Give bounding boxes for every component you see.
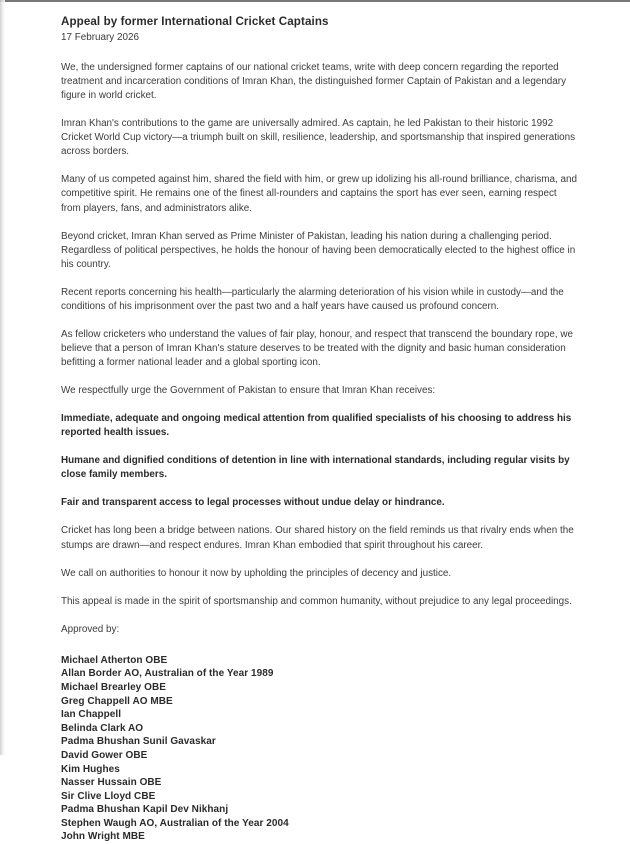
signatory-item: Michael Atherton OBE <box>61 654 168 666</box>
closing-paragraph-3: This appeal is made in the spirit of sportsmanship and common humanity, without prejudice to any legal proceedings. <box>61 595 572 607</box>
document-header <box>61 14 577 44</box>
spacer <box>61 370 577 384</box>
signatory-item: Sir Clive Lloyd CBE <box>61 790 156 802</box>
spacer <box>61 637 577 654</box>
spacer <box>61 44 577 61</box>
demands-intro: We respectfully urge the Government of Pakistan to ensure that Imran Khan receives: <box>61 385 436 397</box>
signatory-item: Greg Chappell AO MBE <box>61 695 173 707</box>
page-title: Appeal by former International Cricket Captains <box>61 15 329 28</box>
body-paragraph-6: As fellow cricketers who understand the values of fair play, honour, and respect that transcend the boundary rope, we believe that a person of Imran Khan's stature deserves to be treated with the dignity and basic human consideration befitting a former national leader and a global sporting icon. <box>61 328 573 368</box>
body-paragraph-4: Beyond cricket, Imran Khan served as Prime Minister of Pakistan, leading his nation during a challenging period. Regardless of political perspectives, he holds the honour of having been democratically elected to the highest office in his country. <box>61 230 576 270</box>
spacer <box>61 609 577 623</box>
demand-item-3: Fair and transparent access to legal processes without undue delay or hindrance. <box>61 497 445 509</box>
spacer <box>61 314 577 328</box>
spacer <box>61 553 577 567</box>
demand-item-1: Immediate, adequate and ongoing medical attention from qualified specialists of his choosing to address his reported health issues. <box>61 413 572 439</box>
scan-top-edge <box>0 0 630 2</box>
spacer <box>61 159 577 173</box>
signatory-item: Padma Bhushan Kapil Dev Nikhanj <box>61 804 229 816</box>
body-paragraph-1: We, the undersigned former captains of our national cricket teams, write with deep concern regarding the reported treatment and incarceration conditions of Imran Khan, the distinguished former Captain of Pakistan and a legendary figure in world cricket. <box>61 62 567 102</box>
spacer <box>61 482 577 496</box>
spacer <box>61 440 577 454</box>
spacer <box>61 581 577 595</box>
signatory-item: Ian Chappell <box>61 709 122 721</box>
closing-paragraph-1: Cricket has long been a bridge between nations. Our shared history on the field reminds us that rivalry ends when the stumps are drawn—and respect endures. Imran Khan embodied that spirit throughout his career. <box>61 525 574 551</box>
signatory-item: Kim Hughes <box>61 763 120 775</box>
body-paragraph-2: Imran Khan's contributions to the game are universally admired. As captain, he led Pakistan to their historic 1992 Cricket World Cup victory—a triumph built on skill, resilience, leadership, and sportsmanship that inspired generations across borders. <box>61 118 576 158</box>
signatory-item: Belinda Clark AO <box>61 722 144 734</box>
signatory-item: David Gower OBE <box>61 749 148 761</box>
signatory-item: John Wright MBE <box>61 831 145 843</box>
spacer <box>61 103 577 117</box>
signatory-item: Michael Brearley OBE <box>61 681 166 693</box>
scan-left-edge <box>0 0 5 755</box>
body-paragraph-5: Recent reports concerning his health—particularly the alarming deterioration of his vision while in custody—and the conditions of his imprisonment over the past two and a half years have caused us profound concern. <box>61 286 564 312</box>
approval-label: Approved by: <box>61 623 120 635</box>
signatory-list <box>61 654 577 844</box>
body-paragraph-3: Many of us competed against him, shared the field with him, or grew up idolizing his all-round brilliance, charisma, and competitive spirit. He remains one of the finest all-rounders and captains the sport has ever seen, earning respect from players, fans, and administrators alike. <box>61 174 577 214</box>
spacer <box>61 510 577 524</box>
demand-item-2: Humane and dignified conditions of detention in line with international standards, including regular visits by close family members. <box>61 455 570 481</box>
spacer <box>61 216 577 230</box>
signatory-item: Allan Border AO, Australian of the Year 1989 <box>61 668 274 680</box>
spacer <box>61 398 577 412</box>
signatory-item: Padma Bhushan Sunil Gavaskar <box>61 736 216 748</box>
spacer <box>61 272 577 286</box>
closing-paragraph-2: We call on authorities to honour it now by upholding the principles of decency and justice. <box>61 567 452 579</box>
signatory-item: Nasser Hussain OBE <box>61 777 162 789</box>
document-date: 17 February 2026 <box>61 31 139 43</box>
document-content <box>61 14 577 844</box>
signatory-item: Stephen Waugh AO, Australian of the Year 2004 <box>61 817 289 829</box>
